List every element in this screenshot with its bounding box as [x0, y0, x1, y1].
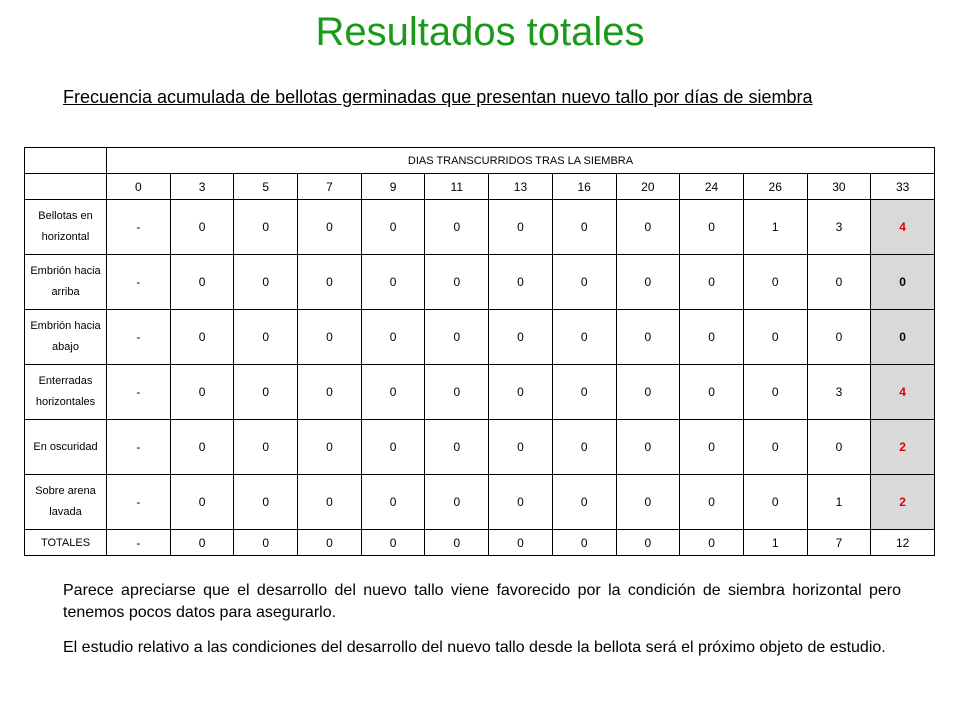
value-cell: 0 [170, 255, 234, 310]
value-cell: 0 [234, 310, 298, 365]
value-cell: 0 [680, 200, 744, 255]
total-value-cell: 0 [680, 530, 744, 556]
value-cell: 0 [807, 255, 871, 310]
day-header-cell: 20 [616, 174, 680, 200]
highlighted-value-cell: 2 [871, 420, 935, 475]
days-group-header: DIAS TRANSCURRIDOS TRAS LA SIEMBRA [107, 148, 935, 174]
conclusion-paragraph: Parece apreciarse que el desarrollo del nuevo tallo viene favorecido por la condición de siembra horizontal pero tenemos pocos datos para asegurarlo. [63, 582, 901, 621]
value-cell: 0 [361, 255, 425, 310]
totals-row [25, 530, 935, 556]
day-header-cell: 7 [298, 174, 362, 200]
total-value-cell: 0 [489, 530, 553, 556]
row-label: Sobre arena lavada [25, 475, 107, 530]
value-cell: 0 [616, 255, 680, 310]
value-cell: 0 [170, 310, 234, 365]
value-cell: 0 [361, 365, 425, 420]
value-cell: 0 [425, 200, 489, 255]
value-cell: 0 [807, 310, 871, 365]
value-cell: 0 [234, 420, 298, 475]
value-cell: 0 [552, 310, 616, 365]
value-cell: 0 [425, 255, 489, 310]
value-cell: 0 [298, 310, 362, 365]
total-value-cell: 0 [616, 530, 680, 556]
value-cell: 0 [616, 200, 680, 255]
value-cell: 0 [425, 365, 489, 420]
value-cell: 0 [425, 310, 489, 365]
table-row [25, 310, 935, 365]
value-cell: 0 [680, 420, 744, 475]
group-header-row [25, 148, 935, 174]
value-cell: 0 [552, 475, 616, 530]
value-cell: 0 [489, 200, 553, 255]
value-cell: 0 [680, 475, 744, 530]
total-value-cell: 1 [743, 530, 807, 556]
value-cell: 0 [743, 420, 807, 475]
empty-corner-cell [25, 148, 107, 174]
table-row [25, 420, 935, 475]
highlighted-value-cell: 4 [871, 200, 935, 255]
value-cell: 0 [807, 420, 871, 475]
value-cell: 0 [552, 255, 616, 310]
day-header-cell: 11 [425, 174, 489, 200]
total-value-cell: 12 [871, 530, 935, 556]
day-header-cell: 26 [743, 174, 807, 200]
value-cell: 0 [361, 420, 425, 475]
value-cell: 0 [298, 365, 362, 420]
value-cell: 0 [489, 365, 553, 420]
value-cell: 0 [552, 365, 616, 420]
day-header-cell: 16 [552, 174, 616, 200]
value-cell: 0 [361, 310, 425, 365]
value-cell: - [107, 475, 171, 530]
table-caption: Frecuencia acumulada de bellotas germinadas que presentan nuevo tallo por días de siembra [63, 87, 813, 107]
day-header-cell: 9 [361, 174, 425, 200]
day-header-cell: 30 [807, 174, 871, 200]
value-cell: 0 [298, 255, 362, 310]
highlighted-value-cell: 2 [871, 475, 935, 530]
total-value-cell: 0 [552, 530, 616, 556]
table-row [25, 365, 935, 420]
value-cell: - [107, 200, 171, 255]
day-header-cell: 3 [170, 174, 234, 200]
day-header-cell: 0 [107, 174, 171, 200]
value-cell: 0 [234, 255, 298, 310]
value-cell: 0 [680, 365, 744, 420]
row-label: Embrión hacia arriba [25, 255, 107, 310]
value-cell: 0 [361, 200, 425, 255]
value-cell: 0 [552, 200, 616, 255]
value-cell: 3 [807, 365, 871, 420]
value-cell: - [107, 420, 171, 475]
day-header-cell: 5 [234, 174, 298, 200]
value-cell: 0 [489, 420, 553, 475]
total-value-cell: 0 [425, 530, 489, 556]
value-cell: 0 [616, 365, 680, 420]
value-cell: 0 [680, 310, 744, 365]
table-row [25, 255, 935, 310]
value-cell: 0 [234, 475, 298, 530]
value-cell: 0 [489, 255, 553, 310]
highlighted-value-cell: 4 [871, 365, 935, 420]
value-cell: 0 [489, 310, 553, 365]
row-label: Embrión hacia abajo [25, 310, 107, 365]
value-cell: 1 [807, 475, 871, 530]
value-cell: 0 [425, 420, 489, 475]
value-cell: 0 [234, 365, 298, 420]
days-header-row [25, 174, 935, 200]
total-value-cell: 0 [298, 530, 362, 556]
value-cell: - [107, 255, 171, 310]
value-cell: 0 [680, 255, 744, 310]
total-value-cell: 7 [807, 530, 871, 556]
value-cell: 0 [298, 420, 362, 475]
value-cell: 0 [170, 365, 234, 420]
total-value-cell: - [107, 530, 171, 556]
day-header-cell: 24 [680, 174, 744, 200]
value-cell: 0 [298, 475, 362, 530]
empty-corner-cell [25, 174, 107, 200]
value-cell: 0 [616, 420, 680, 475]
highlighted-value-cell: 0 [871, 310, 935, 365]
value-cell: 1 [743, 200, 807, 255]
results-table [24, 147, 935, 556]
total-value-cell: 0 [170, 530, 234, 556]
value-cell: 0 [616, 475, 680, 530]
value-cell: 0 [170, 475, 234, 530]
page-title: Resultados totales [315, 10, 645, 54]
value-cell: 0 [298, 200, 362, 255]
value-cell: 0 [743, 475, 807, 530]
total-value-cell: 0 [234, 530, 298, 556]
value-cell: 0 [234, 200, 298, 255]
totals-label: TOTALES [25, 530, 107, 556]
row-label: Enterradas horizontales [25, 365, 107, 420]
day-header-cell: 13 [489, 174, 553, 200]
table-row [25, 475, 935, 530]
value-cell: 0 [743, 310, 807, 365]
table-row [25, 200, 935, 255]
value-cell: 0 [361, 475, 425, 530]
total-value-cell: 0 [361, 530, 425, 556]
value-cell: 0 [425, 475, 489, 530]
value-cell: 0 [743, 255, 807, 310]
value-cell: 0 [616, 310, 680, 365]
value-cell: 0 [170, 200, 234, 255]
value-cell: 0 [489, 475, 553, 530]
value-cell: 3 [807, 200, 871, 255]
highlighted-value-cell: 0 [871, 255, 935, 310]
row-label: Bellotas en horizontal [25, 200, 107, 255]
next-study-paragraph: El estudio relativo a las condiciones del desarrollo del nuevo tallo desde la bellota será el próximo objeto de estudio. [63, 639, 886, 656]
value-cell: - [107, 310, 171, 365]
value-cell: 0 [743, 365, 807, 420]
row-label: En oscuridad [25, 420, 107, 475]
value-cell: 0 [552, 420, 616, 475]
value-cell: - [107, 365, 171, 420]
value-cell: 0 [170, 420, 234, 475]
day-header-cell: 33 [871, 174, 935, 200]
